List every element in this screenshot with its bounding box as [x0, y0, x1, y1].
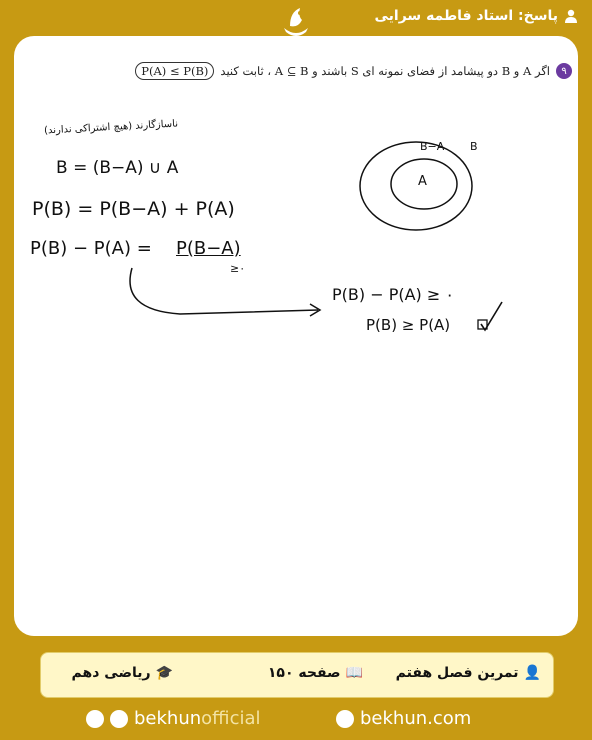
venn-diagram [358, 136, 488, 236]
result-line2: P(B) ≥ P(A) [366, 316, 451, 334]
book-icon: 📖 [345, 665, 363, 681]
question-highlight: P(A) ≤ P(B) [135, 62, 214, 80]
globe-icon [336, 710, 354, 728]
telegram-icon [86, 710, 104, 728]
arrow [120, 264, 330, 328]
question-number: ۹ [556, 63, 572, 79]
venn-label-inner: A [418, 174, 427, 189]
question-prefix: اگر A و B دو پیشامد از فضای نمونه ای S باشند و A ⊆ B ، ثابت کنید [220, 64, 550, 78]
user-icon [564, 9, 578, 23]
result-line1: P(B) − P(A) ≥ ۰ [332, 285, 454, 304]
footer-subject: 🎓 ریاضی دهم [71, 665, 173, 681]
solution-line3-left: P(B) − P(A) = [30, 238, 152, 259]
question-text [135, 62, 572, 80]
check-icon [474, 300, 506, 336]
instagram-icon [110, 710, 128, 728]
venn-label-ring: B−A [420, 140, 445, 153]
footer-bar [40, 652, 554, 698]
graduation-cap-icon: 🎓 [155, 665, 173, 681]
solution-line3-under: ≥۰ [230, 262, 246, 275]
social-website[interactable]: bekhun.com [336, 708, 471, 729]
solution-line2: P(B) = P(B−A) + P(A) [32, 198, 235, 220]
social-bar [0, 704, 592, 740]
teacher-icon: 👤 [523, 665, 541, 681]
answer-label-text: پاسخ: استاد فاطمه سرایی [374, 8, 558, 24]
venn-label-outer: B [470, 140, 478, 153]
header [0, 0, 592, 40]
answer-label [375, 8, 579, 24]
solution-note: ناسازگارند (هیچ اشتراکی ندارند) [43, 118, 179, 137]
footer-page: 📖 صفحه ۱۵۰ [267, 665, 363, 681]
footer-chapter: 👤 تمرین فصل هفتم [395, 665, 541, 681]
solution-line1: B = (B−A) ∪ A [56, 158, 179, 178]
solution-line3-right: P(B−A) [176, 238, 241, 259]
social-handle[interactable]: bekhunofficial [86, 708, 261, 729]
